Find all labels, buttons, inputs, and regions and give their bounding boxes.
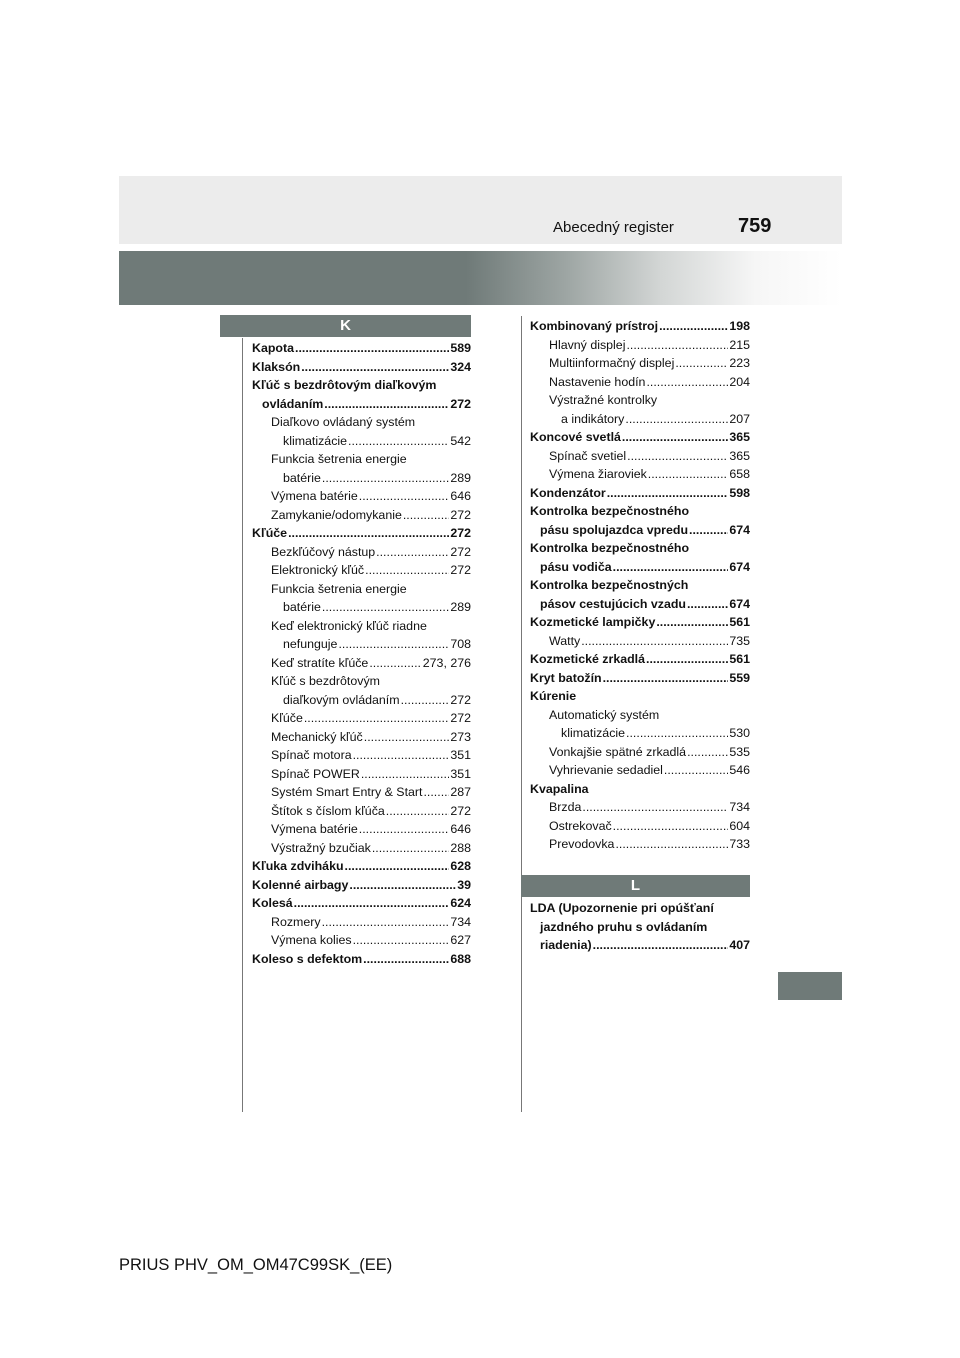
index-page-ref: 735 [729, 633, 750, 648]
dot-leader [689, 521, 728, 540]
dot-leader [361, 765, 449, 784]
index-entry [252, 469, 471, 488]
index-term: Kryt batožín [530, 670, 602, 685]
right-index-column-k [530, 317, 750, 854]
letter-heading-k: K [220, 315, 471, 337]
dot-leader [322, 469, 449, 488]
index-term: klimatizácie [561, 726, 626, 740]
index-entry [252, 839, 471, 858]
index-term: pásov cestujúcich vzadu [540, 596, 686, 611]
index-term: Kľúče [271, 711, 303, 725]
dot-leader [345, 857, 450, 876]
index-page-ref: 272 [450, 526, 471, 540]
index-page-ref: 272 [450, 507, 471, 522]
dot-leader [376, 543, 449, 562]
dot-leader [359, 820, 450, 839]
index-term: Kúrenie [530, 689, 577, 703]
index-page-ref: 365 [729, 448, 750, 463]
index-entry [530, 539, 750, 558]
index-entry [530, 391, 750, 410]
index-entry [252, 580, 471, 599]
index-page-ref: 272 [450, 711, 471, 725]
index-page-ref: 287 [450, 785, 471, 799]
index-entry [252, 820, 471, 839]
index-term: Prevodovka [549, 837, 615, 851]
dot-leader [423, 783, 449, 802]
index-page-ref: 589 [450, 341, 471, 355]
index-page-ref: 223 [729, 356, 750, 370]
dot-leader [675, 354, 728, 373]
index-entry [530, 687, 750, 706]
index-term: Kapota [252, 341, 294, 355]
index-entry [252, 395, 471, 414]
index-term: Kozmetické zrkadlá [530, 652, 646, 666]
index-entry [530, 428, 750, 447]
index-entry [252, 913, 471, 932]
dot-leader [363, 950, 449, 969]
index-entry [530, 336, 750, 355]
index-entry [252, 561, 471, 580]
index-entry [530, 761, 750, 780]
section-title: Abecedný register [553, 219, 674, 236]
index-term: LDA (Upozornenie pri opúšťaní [530, 901, 714, 915]
dot-leader [324, 395, 449, 414]
index-page-ref: 627 [450, 933, 471, 947]
index-entry [252, 783, 471, 802]
dot-leader [295, 339, 449, 358]
index-term: Spínač POWER [271, 766, 360, 781]
dot-leader [401, 691, 450, 710]
index-term: Keď stratíte kľúče [271, 655, 369, 670]
dot-leader [403, 506, 449, 525]
index-entry [252, 876, 471, 895]
index-term: Nastavenie hodín [549, 374, 646, 389]
index-entry [530, 465, 750, 484]
index-entry [530, 521, 750, 540]
index-term: Kontrolka bezpečnostných [530, 578, 689, 592]
index-entry [252, 358, 471, 377]
index-term: Elektronický kľúč [271, 563, 365, 577]
index-page-ref: 688 [450, 951, 471, 966]
index-page-ref: 407 [729, 938, 750, 952]
index-term: Kozmetické lampičky [530, 615, 656, 629]
dot-leader [365, 561, 449, 580]
index-page-ref: 734 [450, 914, 471, 929]
index-term: Vonkajšie spätné zrkadlá [549, 744, 687, 759]
index-term: Brzda [549, 800, 582, 814]
index-page-ref: 273 [450, 729, 471, 744]
index-term: Spínač svetiel [549, 448, 627, 463]
index-page-ref: 288 [450, 840, 471, 855]
index-entry [252, 950, 471, 969]
index-term: Funkcia šetrenia energie [271, 581, 407, 596]
index-term: Výmena batérie [271, 489, 358, 503]
index-term: Výstražné kontrolky [549, 393, 658, 407]
index-entry [530, 354, 750, 373]
index-page-ref: 674 [729, 596, 750, 611]
index-page-ref: 351 [450, 748, 471, 762]
header-band [119, 176, 842, 244]
index-entry [252, 635, 471, 654]
index-page-ref: 708 [450, 637, 471, 651]
index-entry [252, 543, 471, 562]
index-term: Zamykanie/odomykanie [271, 507, 402, 522]
dot-leader [353, 931, 450, 950]
index-page-ref: 734 [729, 800, 750, 814]
index-term: Kľúč s bezdrôtovým diaľkovým [252, 378, 437, 392]
index-term: Štítok s číslom kľúča [271, 803, 385, 818]
index-page-ref: 658 [729, 467, 750, 481]
index-entry [530, 595, 750, 614]
index-term: Systém Smart Entry & Start [271, 785, 423, 799]
index-entry [252, 598, 471, 617]
index-entry [252, 413, 471, 432]
index-page-ref: 646 [450, 489, 471, 503]
dot-leader [687, 743, 728, 762]
index-term: Hlavný displej [549, 337, 626, 352]
index-entry [252, 654, 471, 673]
index-term: a indikátory [561, 411, 625, 426]
index-term: batérie [283, 470, 321, 485]
index-page-ref: 204 [729, 374, 750, 389]
index-term: Kľuka zdviháku [252, 859, 344, 873]
dot-leader [364, 728, 450, 747]
index-term: pásu spolujazdca vpredu [540, 522, 689, 537]
index-term: Kontrolka bezpečnostného [530, 541, 690, 555]
index-entry [252, 487, 471, 506]
dot-leader [372, 839, 449, 858]
index-page-ref: 559 [729, 670, 750, 685]
index-entry [530, 899, 750, 918]
index-page-ref: 365 [729, 430, 750, 444]
index-term: Watty [549, 633, 581, 648]
index-entry [530, 317, 750, 336]
index-entry [530, 613, 750, 632]
dot-leader [648, 465, 729, 484]
dot-leader [301, 358, 449, 377]
index-page-ref: 674 [729, 559, 750, 574]
index-term: Ostrekovač [549, 818, 612, 833]
index-entry [530, 558, 750, 577]
index-entry [530, 447, 750, 466]
right-index-column-l [530, 899, 750, 955]
dot-leader [581, 632, 728, 651]
index-entry [530, 743, 750, 762]
dot-leader [369, 654, 421, 673]
dot-leader [304, 709, 449, 728]
index-entry [252, 450, 471, 469]
dot-leader [348, 432, 449, 451]
index-term: Koncové svetlá [530, 430, 621, 444]
index-entry [530, 373, 750, 392]
dot-leader [603, 669, 729, 688]
dot-leader [615, 835, 728, 854]
column-rule-right [521, 316, 522, 1112]
index-term: Výmena kolies [271, 933, 352, 947]
dot-leader [294, 894, 450, 913]
decorative-gradient-band [119, 251, 842, 305]
dot-leader [353, 746, 450, 765]
index-entry [530, 410, 750, 429]
index-entry [530, 817, 750, 836]
index-entry [252, 506, 471, 525]
index-page-ref: 272 [450, 544, 471, 559]
index-term: Bezkľúčový nástup [271, 544, 376, 559]
dot-leader [322, 598, 449, 617]
index-entry [530, 632, 750, 651]
index-term: jazdného pruhu s ovládaním [540, 919, 708, 934]
index-page-ref: 289 [450, 600, 471, 614]
index-term: Klaksón [252, 359, 301, 374]
dot-leader [646, 650, 728, 669]
index-term: Kvapalina [530, 781, 589, 796]
index-term: Kolesá [252, 896, 293, 910]
index-page-ref: 530 [729, 726, 750, 740]
index-page-ref: 39 [457, 877, 471, 892]
index-term: ovládaním [262, 396, 324, 411]
index-page-ref: 561 [729, 615, 750, 629]
index-page-ref: 272 [450, 803, 471, 818]
index-entry [530, 936, 750, 955]
index-term: pásu vodiča [540, 559, 612, 574]
index-entry [530, 706, 750, 725]
dot-leader [607, 484, 729, 503]
dot-leader [338, 635, 449, 654]
index-term: Výstražný bzučiak [271, 840, 371, 855]
index-entry [252, 802, 471, 821]
index-page-ref: 272 [450, 692, 471, 707]
index-page-ref: 546 [729, 763, 750, 777]
dot-leader [659, 317, 728, 336]
index-page-ref: 535 [729, 744, 750, 759]
index-entry [252, 617, 471, 636]
index-entry [530, 835, 750, 854]
document-id: PRIUS PHV_OM_OM47C99SK_(EE) [119, 1256, 393, 1274]
index-term: nefunguje [283, 637, 338, 651]
index-entry [530, 484, 750, 503]
letter-heading-l: L [521, 875, 750, 897]
index-page-ref: 628 [450, 859, 471, 873]
dot-leader [622, 428, 728, 447]
index-term: diaľkovým ovládaním [283, 692, 400, 707]
index-term: Automatický systém [549, 707, 660, 722]
index-entry [530, 724, 750, 743]
index-entry [252, 376, 471, 395]
index-term: Koleso s defektom [252, 951, 363, 966]
index-entry [530, 576, 750, 595]
index-page-ref: 324 [450, 359, 471, 374]
index-page-ref: 561 [729, 652, 750, 666]
dot-leader [349, 876, 456, 895]
dot-leader [687, 595, 728, 614]
index-page-ref: 674 [729, 522, 750, 537]
index-term: Kondenzátor [530, 485, 606, 500]
index-term: klimatizácie [283, 433, 348, 448]
dot-leader [627, 447, 728, 466]
index-entry [252, 765, 471, 784]
index-page-ref: 272 [450, 563, 471, 577]
page-number: 759 [738, 215, 772, 237]
index-entry [530, 502, 750, 521]
index-term: Spínač motora [271, 748, 352, 762]
column-rule-left [242, 338, 243, 1112]
index-entry [252, 691, 471, 710]
index-entry [252, 746, 471, 765]
index-term: Multiinformačný displej [549, 356, 675, 370]
index-page-ref: 604 [729, 818, 750, 833]
index-entry [252, 709, 471, 728]
dot-leader [582, 798, 728, 817]
dot-leader [626, 336, 728, 355]
index-page-ref: 272 [450, 396, 471, 411]
index-term: Keď elektronický kľúč riadne [271, 618, 427, 633]
index-entry [252, 672, 471, 691]
index-entry [530, 650, 750, 669]
dot-leader [613, 817, 729, 836]
dot-leader [593, 936, 729, 955]
index-page-ref: 273, 276 [422, 655, 471, 670]
index-term: Funkcia šetrenia energie [271, 452, 407, 466]
dot-leader [664, 761, 728, 780]
index-entry [252, 857, 471, 876]
index-entry [252, 931, 471, 950]
index-page-ref: 207 [729, 411, 750, 426]
dot-leader [626, 724, 728, 743]
dot-leader [322, 913, 450, 932]
index-term: Vyhrievanie sedadiel [549, 763, 663, 777]
dot-leader [646, 373, 728, 392]
index-page-ref: 646 [450, 822, 471, 836]
index-page-ref: 289 [450, 470, 471, 485]
index-page-ref: 215 [729, 337, 750, 352]
index-entry [530, 780, 750, 799]
index-term: Kontrolka bezpečnostného [530, 504, 690, 518]
dot-leader [656, 613, 728, 632]
index-entry [252, 728, 471, 747]
index-entry [530, 798, 750, 817]
index-entry [252, 524, 471, 543]
index-term: riadenia) [540, 938, 592, 952]
dot-leader [613, 558, 729, 577]
index-term: Kombinovaný prístroj [530, 319, 659, 333]
index-term: Mechanický kľúč [271, 729, 363, 744]
dot-leader [625, 410, 728, 429]
index-term: Výmena žiaroviek [549, 467, 647, 481]
index-page-ref: 351 [450, 766, 471, 781]
index-entry [530, 918, 750, 937]
index-term: Diaľkovo ovládaný systém [271, 415, 416, 429]
index-term: Kľúče [252, 526, 288, 540]
left-index-column [252, 339, 471, 968]
index-entry [252, 894, 471, 913]
dot-leader [386, 802, 450, 821]
index-term: batérie [283, 600, 321, 614]
index-page-ref: 733 [729, 837, 750, 851]
index-entry [252, 432, 471, 451]
index-page-ref: 198 [729, 319, 750, 333]
index-term: Rozmery [271, 914, 321, 929]
index-entry [530, 669, 750, 688]
index-term: Výmena batérie [271, 822, 358, 836]
dot-leader [288, 524, 449, 543]
index-page-ref: 624 [450, 896, 471, 910]
thumb-index-tab [778, 972, 842, 1000]
index-term: Kolenné airbagy [252, 877, 349, 892]
index-page-ref: 542 [450, 433, 471, 448]
index-page-ref: 598 [729, 485, 750, 500]
index-term: Kľúč s bezdrôtovým [271, 674, 380, 688]
index-entry [252, 339, 471, 358]
dot-leader [359, 487, 450, 506]
